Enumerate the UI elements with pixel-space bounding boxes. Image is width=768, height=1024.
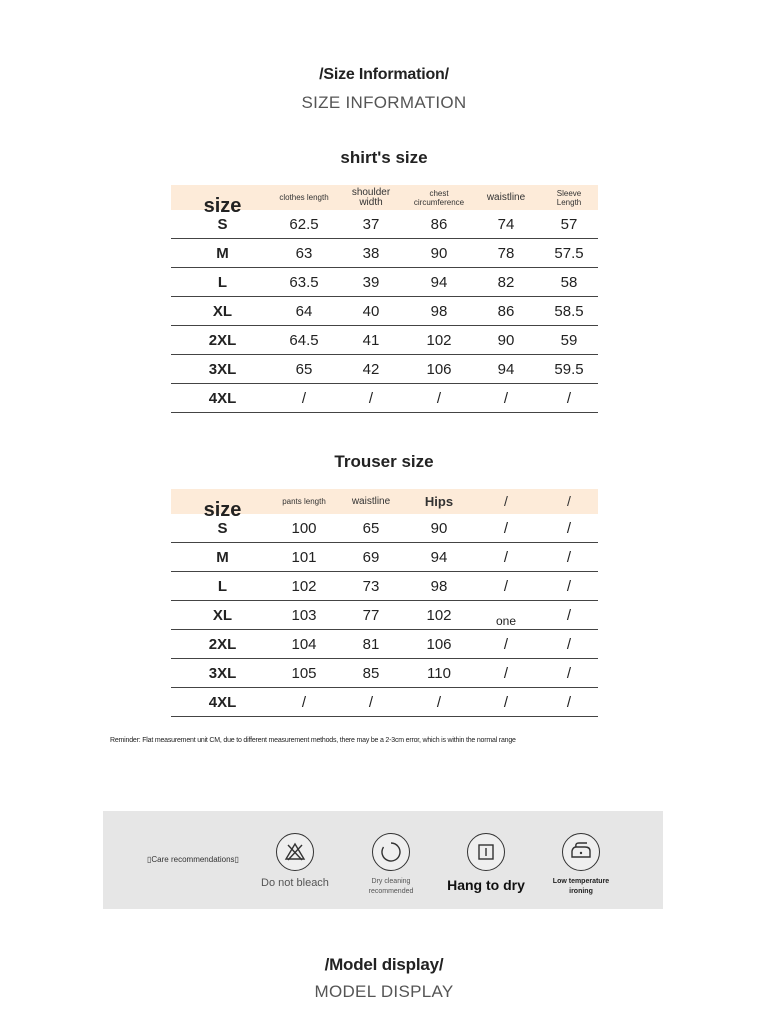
table-row (171, 297, 598, 326)
care-item-no-bleach (250, 833, 340, 889)
table-row (171, 630, 598, 659)
value-cell: / (566, 693, 572, 711)
value-cell: 103 (291, 606, 317, 624)
value-cell: 94 (430, 273, 448, 291)
care-item-label: Do not bleach (261, 877, 329, 889)
value-cell: / (301, 389, 307, 407)
header-hips: Hips (424, 494, 454, 509)
header-empty: / (567, 493, 571, 509)
size-cell: XL (212, 302, 233, 320)
value-cell: 59 (560, 331, 578, 349)
size-info-heading: /Size Information/ (319, 66, 449, 83)
size-cell: M (216, 548, 229, 566)
value-cell: 57 (560, 215, 578, 233)
value-cell: / (503, 389, 509, 407)
shirt-table-title: shirt's size (340, 148, 428, 167)
table-row (171, 514, 598, 543)
value-cell: 63 (295, 244, 313, 262)
value-cell: 102 (291, 577, 317, 595)
table-row (171, 355, 598, 384)
measurement-reminder: Reminder: Flat measurement unit CM, due to different measurement methods, there may be a 2-3cm error, which is within the normal range (110, 737, 516, 744)
care-item-dry-cleaning (346, 833, 436, 897)
value-cell: / (503, 635, 509, 653)
value-cell: / (503, 664, 509, 682)
value-cell: 101 (291, 548, 317, 566)
size-cell: S (217, 519, 228, 537)
value-cell: 57.5 (554, 244, 584, 262)
value-cell: 98 (430, 302, 448, 320)
table-row (171, 572, 598, 601)
value-cell: 81 (362, 635, 380, 653)
value-cell: 105 (291, 664, 317, 682)
value-cell: 39 (362, 273, 380, 291)
value-cell: / (503, 519, 509, 537)
value-cell: 82 (497, 273, 515, 291)
value-cell: 58.5 (554, 302, 584, 320)
size-cell: XL (212, 606, 233, 624)
value-cell: 38 (362, 244, 380, 262)
header-waistline: waistline (486, 191, 526, 203)
value-cell: 65 (295, 360, 313, 378)
table-row (171, 268, 598, 297)
size-cell: L (217, 577, 228, 595)
table-row (171, 210, 598, 239)
value-cell: / (301, 693, 307, 711)
model-display-heading: /Model display/ (324, 955, 444, 974)
size-cell: 4XL (208, 693, 237, 711)
value-cell: / (566, 519, 572, 537)
value-cell: one (495, 614, 517, 628)
table-row (171, 659, 598, 688)
value-cell: 58 (560, 273, 578, 291)
model-display-subheading: MODEL DISPLAY (314, 982, 454, 1001)
value-cell: 65 (362, 519, 380, 537)
value-cell: 41 (362, 331, 380, 349)
value-cell: 77 (362, 606, 380, 624)
value-cell: 90 (497, 331, 515, 349)
value-cell: / (566, 664, 572, 682)
size-info-subheading: SIZE INFORMATION (301, 93, 467, 112)
value-cell: 102 (426, 331, 452, 349)
table-row (171, 601, 598, 630)
value-cell: 106 (426, 635, 452, 653)
value-cell: 110 (427, 664, 451, 682)
value-cell: / (368, 693, 374, 711)
value-cell: / (368, 389, 374, 407)
size-cell: 2XL (208, 635, 237, 653)
trouser-size-table (171, 489, 598, 717)
size-cell: 4XL (208, 389, 237, 407)
value-cell: / (566, 577, 572, 595)
value-cell: 98 (430, 577, 448, 595)
table-row (171, 688, 598, 717)
size-cell: L (217, 273, 228, 291)
value-cell: 78 (497, 244, 515, 262)
hang-dry-icon (467, 833, 505, 871)
trouser-table-header (171, 489, 598, 521)
header-chest-circumference: chest circumference (413, 188, 465, 207)
size-cell: 3XL (208, 360, 237, 378)
care-label: ▯Care recommendations▯ (147, 855, 239, 864)
size-cell: 3XL (208, 664, 237, 682)
header-clothes-length: clothes length (279, 193, 329, 202)
iron-low-icon (562, 833, 600, 871)
header-empty: / (504, 493, 508, 509)
dry-cleaning-icon (372, 833, 410, 871)
value-cell: 59.5 (554, 360, 584, 378)
value-cell: 106 (426, 360, 452, 378)
size-cell: S (217, 215, 228, 233)
value-cell: 90 (430, 244, 448, 262)
value-cell: 102 (426, 606, 452, 624)
care-item-label: Dry cleaning recommended (368, 878, 414, 895)
value-cell: 74 (497, 215, 515, 233)
value-cell: / (566, 548, 572, 566)
value-cell: 86 (430, 215, 448, 233)
header-waistline: waistline (351, 495, 391, 507)
value-cell: 37 (362, 215, 380, 233)
header-size: size (203, 498, 242, 521)
value-cell: / (436, 389, 442, 407)
value-cell: 100 (291, 519, 317, 537)
care-panel (103, 811, 663, 909)
care-item-low-temp-ironing (536, 833, 626, 897)
value-cell: 86 (497, 302, 515, 320)
value-cell: / (566, 389, 572, 407)
table-row (171, 326, 598, 355)
value-cell: 94 (497, 360, 515, 378)
value-cell: 63.5 (289, 273, 319, 291)
header-sleeve-length: Sleeve Length (556, 188, 582, 207)
table-row (171, 239, 598, 268)
value-cell: 42 (362, 360, 380, 378)
header-size: size (203, 194, 242, 217)
value-cell: / (503, 577, 509, 595)
size-cell: 2XL (208, 331, 237, 349)
trouser-table-title: Trouser size (334, 452, 434, 471)
value-cell: 62.5 (289, 215, 319, 233)
care-item-label: Hang to dry (447, 877, 525, 893)
shirt-table-header (171, 185, 598, 217)
value-cell: / (566, 635, 572, 653)
table-row (171, 543, 598, 572)
value-cell: 40 (362, 302, 380, 320)
value-cell: 104 (291, 635, 317, 653)
value-cell: 64 (295, 302, 313, 320)
value-cell: / (436, 693, 442, 711)
value-cell: / (503, 693, 509, 711)
value-cell: 94 (430, 548, 448, 566)
value-cell: 85 (362, 664, 380, 682)
table-row (171, 384, 598, 413)
value-cell: 69 (362, 548, 380, 566)
size-cell: M (216, 244, 229, 262)
no-bleach-icon (276, 833, 314, 871)
header-shoulder-width: shoulder width (351, 186, 391, 208)
care-item-label: Low temperature ironing (552, 878, 610, 895)
value-cell: / (503, 548, 509, 566)
care-item-hang-dry (441, 833, 531, 893)
header-pants-length: pants length (282, 497, 326, 506)
value-cell: / (566, 606, 572, 624)
value-cell: 73 (362, 577, 380, 595)
shirt-size-table (171, 185, 598, 413)
value-cell: 64.5 (289, 331, 319, 349)
value-cell: 90 (430, 519, 448, 537)
